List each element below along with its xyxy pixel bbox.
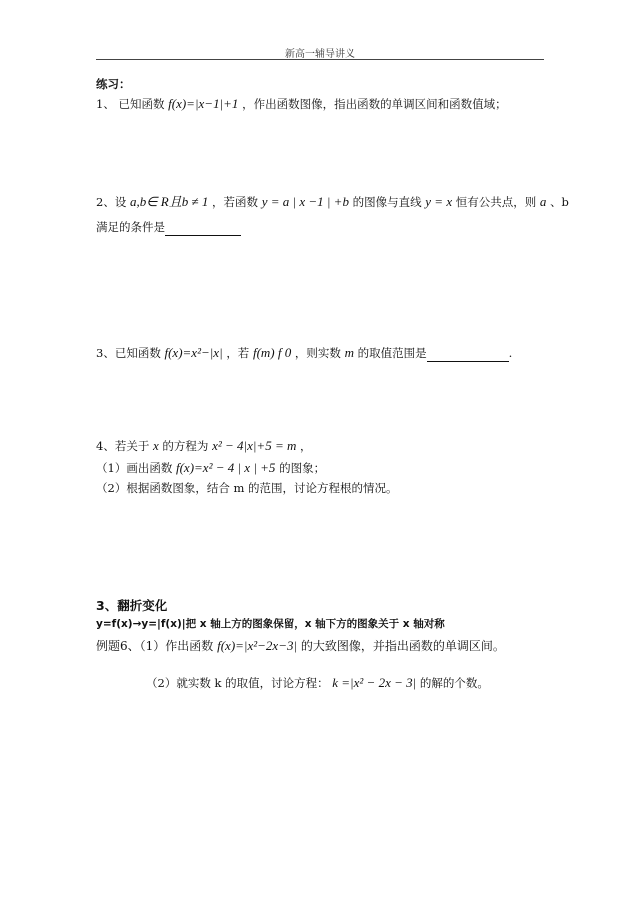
q2-formula: y = a | x −1 | +b (261, 194, 349, 209)
q2-mid2: 的图像与直线 (352, 195, 422, 209)
example-6-part-2 (146, 675, 489, 691)
example-6-part2-formula: k =|x² − 2x − 3| (332, 675, 417, 690)
q1-prefix: 1、 已知函数 (96, 97, 165, 111)
q3-suffix: 的取值范围是 (357, 346, 427, 360)
q4-part1-prefix: （1）画出函数 (96, 461, 173, 475)
q4-prefix: 4、若关于 (96, 439, 150, 453)
q4-part1-suffix: 的图象； (279, 461, 326, 475)
example-6-prefix: 例题6、（1）作出函数 (96, 639, 214, 653)
q3-var-m: m (344, 345, 354, 360)
q2-line-equation: y = x (425, 194, 453, 209)
example-6 (96, 638, 505, 654)
question-4-part-1 (96, 460, 325, 476)
q3-mid: ，若 (226, 346, 250, 360)
question-1 (96, 96, 507, 112)
example-6-part2-suffix: 的解的个数。 (419, 676, 489, 690)
q2-line2: 满足的条件是 (96, 220, 165, 234)
q4-mid: 的方程为 (162, 439, 209, 453)
example-6-formula: f(x)=|x²−2x−3| (217, 638, 298, 653)
q3-formula: f(x)=x²−|x| (164, 345, 223, 360)
question-4-part-2: （2）根据函数图象，结合 m 的范围，讨论方程根的情况。 (96, 481, 398, 495)
q2-prefix: 2、设 (96, 195, 127, 209)
q4-end: ， (300, 439, 312, 453)
q3-answer-blank[interactable] (427, 345, 509, 362)
q2-answer-blank[interactable] (165, 219, 241, 236)
q2-var-a: a (539, 194, 547, 209)
q4-var-x: x (152, 438, 159, 453)
section-3-title: 3、翻折变化 (96, 598, 168, 613)
question-2 (96, 194, 569, 210)
q4-part1-formula: f(x)=x² − 4 | x | +5 (175, 460, 276, 475)
example-6-part2-prefix: （2）就实数 k 的取值，讨论方程： (146, 676, 329, 690)
q2-mid3: 恒有公共点，则 (455, 195, 537, 209)
q4-equation: x² − 4|x|+5 = m (212, 438, 297, 453)
example-6-suffix: 的大致图像，并指出函数的单调区间。 (300, 639, 505, 653)
exercises-heading: 练习： (96, 77, 131, 91)
q1-suffix: ，作出函数图像，指出函数的单调区间和函数值域； (242, 97, 507, 111)
q1-formula: f(x)=|x−1|+1 (168, 96, 239, 111)
section-3-rule: y=f(x)→y=|f(x)|把 x 轴上方的图象保留，x 轴下方的图象关于 x 轴对称 (96, 618, 445, 630)
header-rule (96, 59, 544, 60)
q2-condition: a,b∈ R且b ≠ 1 (129, 194, 209, 209)
q2-mid1: ，若函数 (212, 195, 259, 209)
question-3 (96, 345, 512, 362)
q3-end: . (508, 346, 513, 360)
q3-prefix: 3、已知函数 (96, 346, 161, 360)
question-2-line2 (96, 219, 241, 236)
q3-inequality: f(m) f 0 (252, 345, 292, 360)
q3-mid2: ，则实数 (294, 346, 341, 360)
page-header: 新高一辅导讲义 (285, 49, 355, 60)
question-4 (96, 438, 312, 454)
q2-separator: 、b (550, 195, 569, 209)
